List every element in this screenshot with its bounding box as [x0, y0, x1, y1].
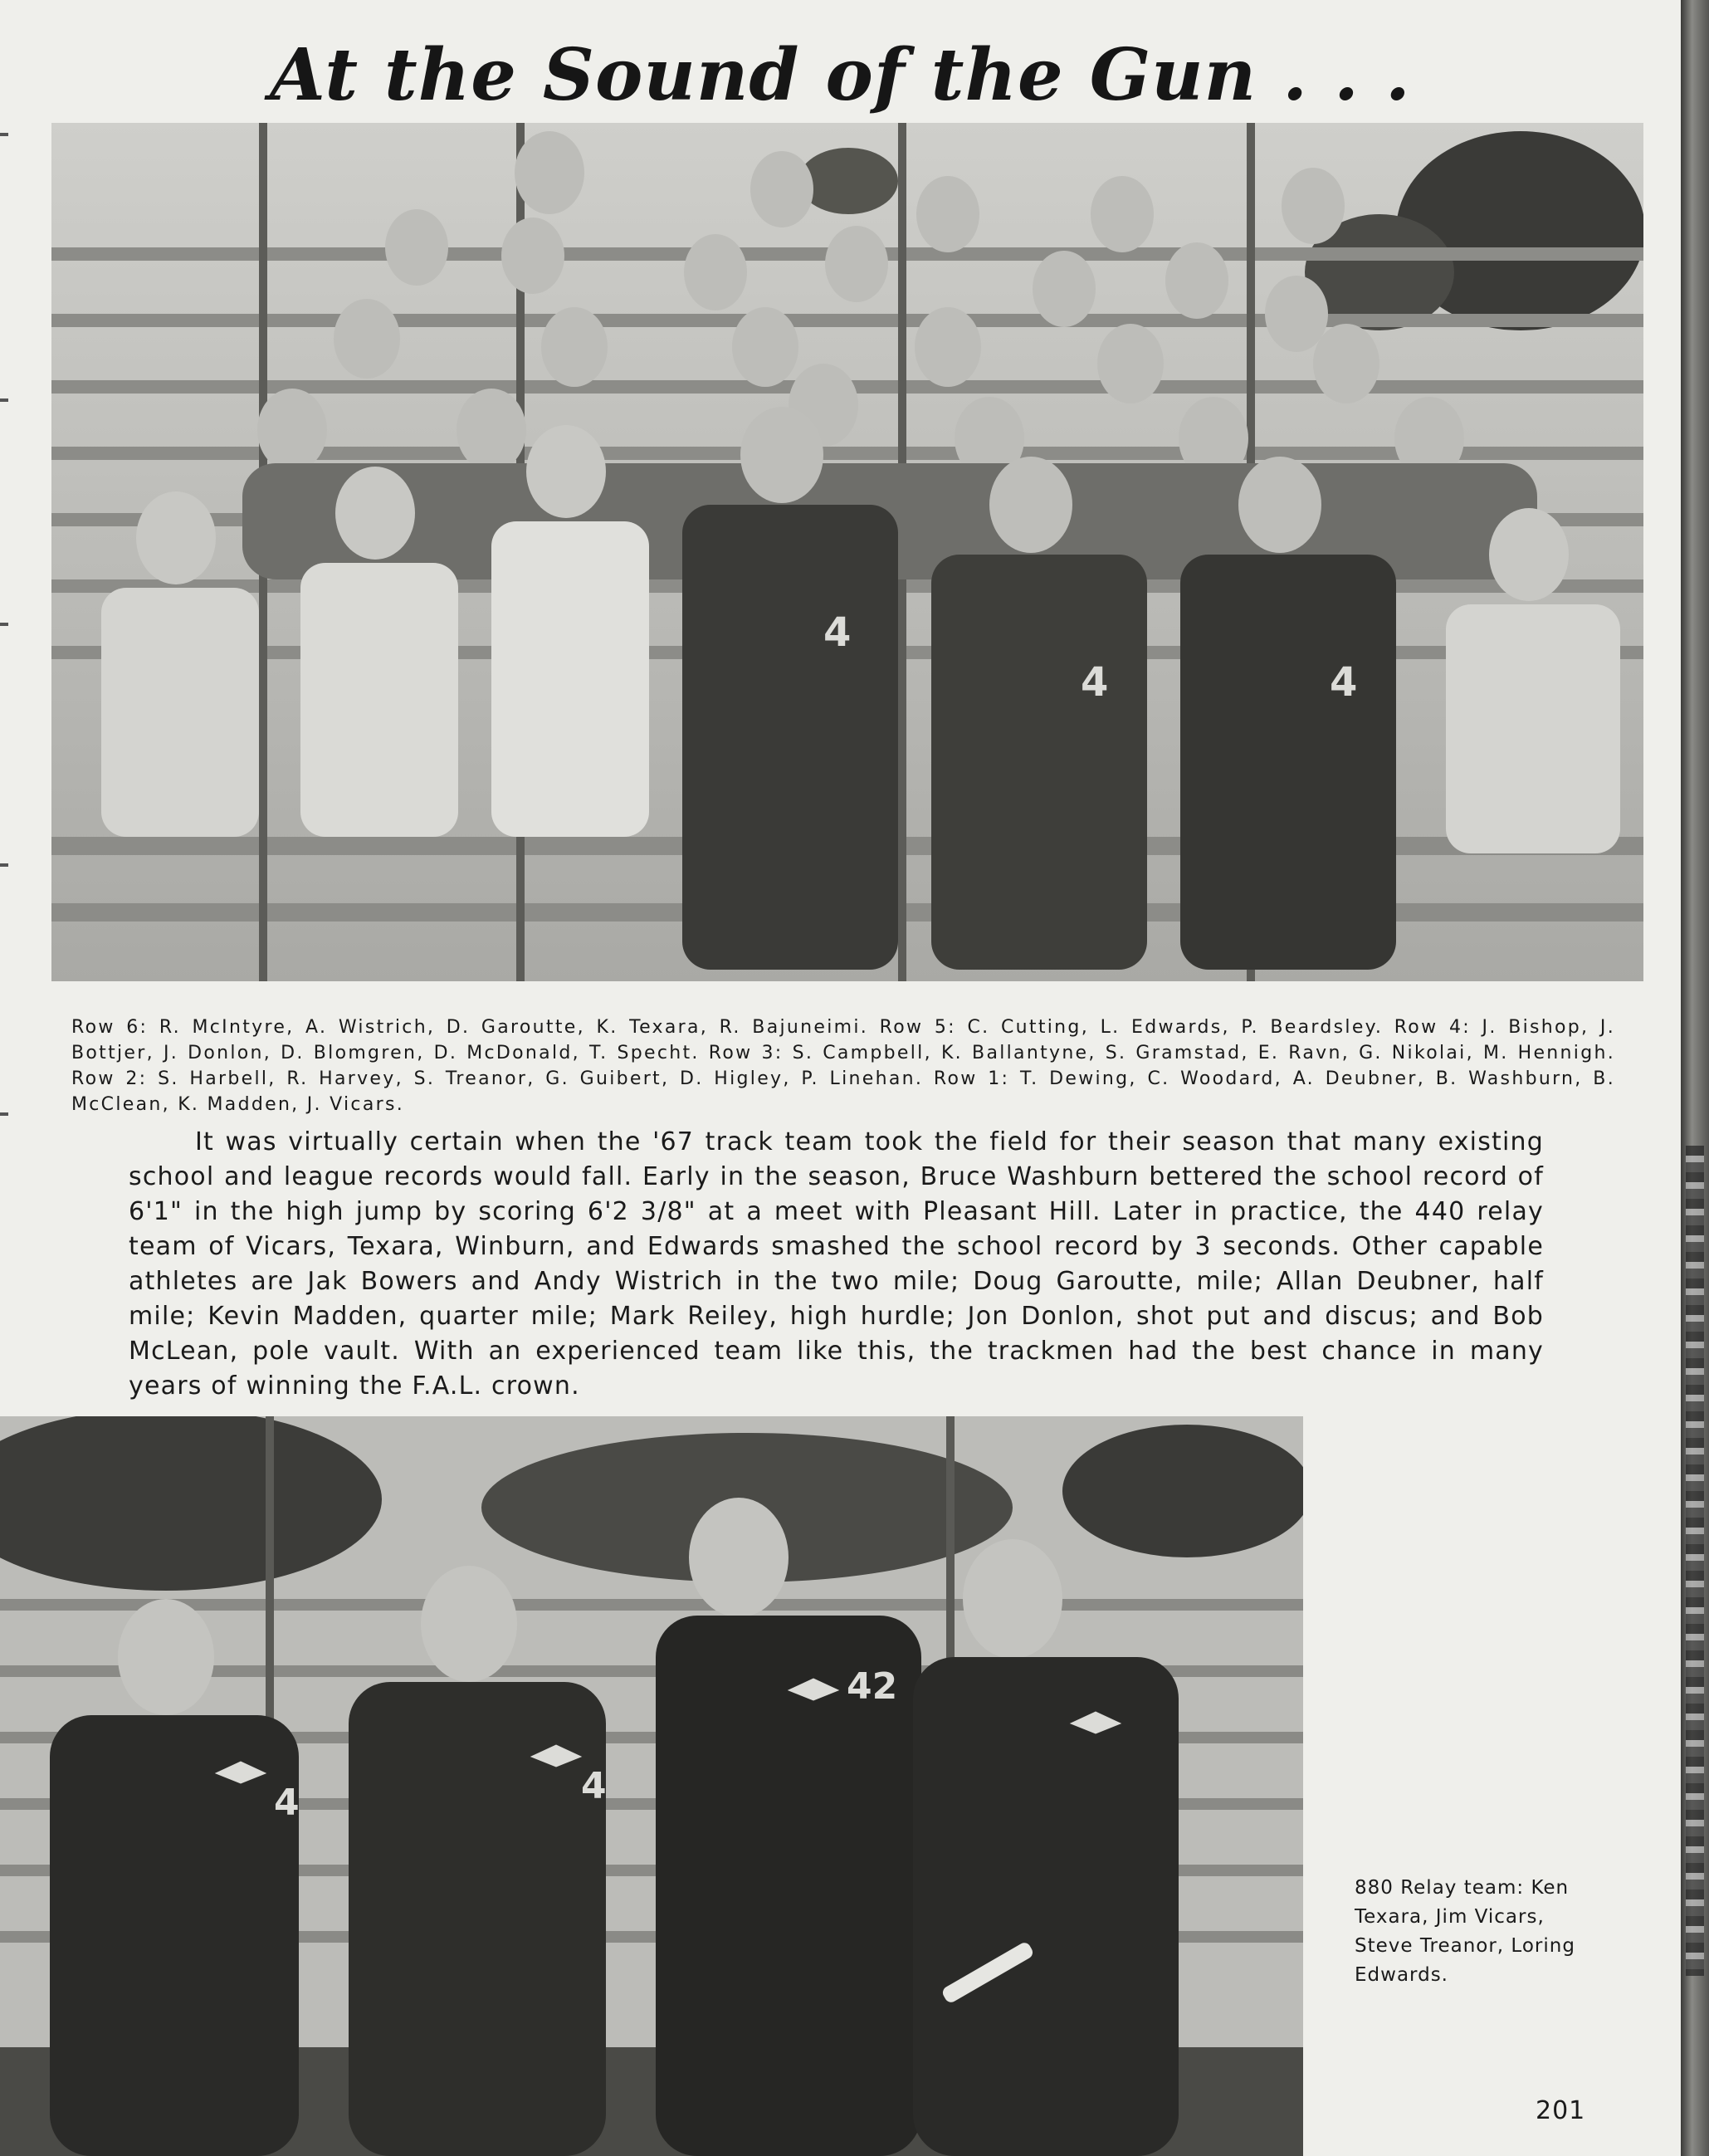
team-photo	[51, 123, 1643, 981]
team-photo-caption: Row 6: R. McIntyre, A. Wistrich, D. Garoutte, K. Texara, R. Bajuneimi. Row 5: C. Cutting, L. Edwards, P. Beardsley. Row 4: J. Bishop, J. Bottjer, J. Donlon, D. Blomgren, D. McDonald, T. Specht. Row 3: S. Campbell, K. Ballantyne, S. Gramstad, E. Ravn, G. Nikolai, M. Hennigh. Row 2: S. Harbell, R. Harvey, S. Treanor, G. Guibert, D. Higley, P. Linehan. Row 1: T. Dewing, C. Woodard, A. Deubner, B. Washburn, B. McClean, K. Madden, J. Vicars.	[71, 1017, 1615, 1115]
svg-text:4: 4	[274, 1782, 300, 1824]
page-number: 201	[1536, 2096, 1586, 2125]
facing-page-edge	[1681, 0, 1709, 2156]
binding-marks	[0, 116, 8, 1195]
svg-text:4: 4	[1330, 659, 1358, 706]
svg-text:4: 4	[581, 1765, 607, 1807]
svg-text:4: 4	[1081, 659, 1109, 706]
page-title: At the Sound of the Gun . . .	[270, 33, 1411, 117]
article-body: It was virtually certain when the '67 track team took the field for their season that many existing school and league records would fall. Early in the season, Bruce Washburn bettered the school record of 6'1" in the high jump by scoring 6'2 3/8" at a meet with Pleasant Hill. Later in practice, the 440 relay team of Vicars, Texara, Winburn, and Edwards smashed the school record by 3 seconds. Other capable athletes are Jak Bowers and Andy Wistrich in the two mile; Doug Garoutte, mile; Allan Deubner, half mile; Kevin Madden, quarter mile; Mark Reiley, high hurdle; Jon Donlon, shot put and discus; and Bob McLean, pole vault. With an experienced team like this, the trackmen had the best chance in many years of winning the F.A.L. crown.	[129, 1127, 1544, 1401]
svg-text:42: 42	[847, 1665, 898, 1708]
svg-text:4: 4	[823, 609, 852, 656]
relay-team-photo	[0, 1416, 1303, 2156]
relay-team-caption: 880 Relay team: Ken Texara, Jim Vicars, Steve Treanor, Loring Edwards.	[1355, 1877, 1575, 1986]
